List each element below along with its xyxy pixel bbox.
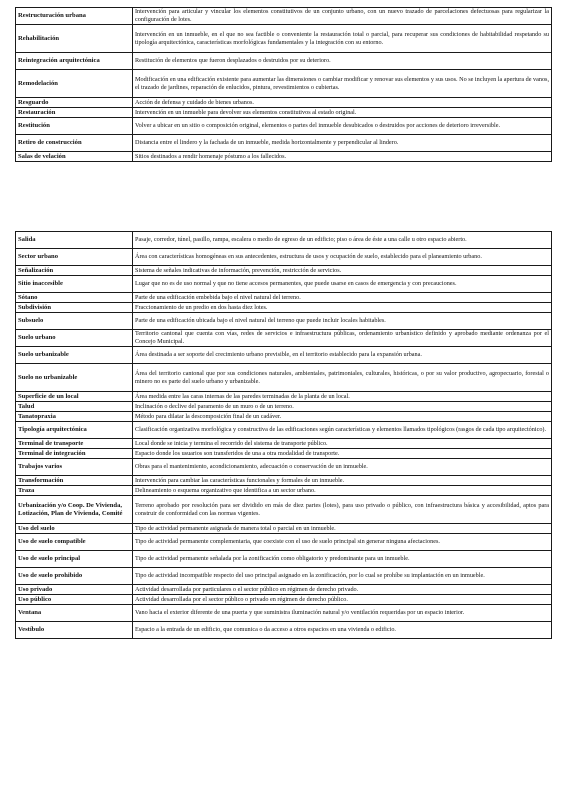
glossary-term: Salas de velación (16, 152, 133, 162)
glossary-definition: Intervención en un inmueble, en el que no sea factible o conveniente la restauración total o parcial, para recuperar sus condiciones de habitabilidad respetando su tipología arquitectónica, características morfológicas fundamentales y la integración con su entorno. (133, 25, 552, 53)
glossary-definition: Sitios destinados a rendir homenaje póstumo a los fallecidos. (133, 152, 552, 162)
glossary-row (16, 585, 552, 595)
glossary-term: Suelo no urbanizable (16, 364, 133, 392)
glossary-definition: Actividad desarrollada por el sector público o privado en régimen de derecho público. (133, 595, 552, 605)
glossary-definition: Intervención para articular y vincular los elementos constitutivos de un conjunto urbano, con un nuevo trazado de parcelaciones defectuosas para regularizar la configuración de lotes. (133, 8, 552, 25)
glossary-row (16, 293, 552, 303)
glossary-term: Resguardo (16, 98, 133, 108)
glossary-definition: Modificación en una edificación existente para aumentar las dimensiones o cambiar modificar y renovar sus elementos y sus usos. No se incluyen la apertura de vanos, el trazado de jardines, reparación de enlucidos, pintura, revestimientos o cubiertas. (133, 70, 552, 98)
glossary-term: Tipología arquitectónica (16, 422, 133, 439)
glossary-term: Suelo urbanizable (16, 347, 133, 364)
glossary-row (16, 249, 552, 266)
glossary-term: Urbanización y/o Coop. De Vivienda, Lotización, Plan de Vivienda, Comité (16, 496, 133, 524)
glossary-row (16, 313, 552, 330)
glossary-term: Trabajos varios (16, 459, 133, 476)
glossary-term: Sector urbano (16, 249, 133, 266)
glossary-term: Vestíbulo (16, 622, 133, 639)
glossary-term: Superficie de un local (16, 392, 133, 402)
glossary-definition: Espacio donde los usuarios son transferidos de una a otra modalidad de transporte. (133, 449, 552, 459)
glossary-definition: Clasificación organizativa morfológica y constructiva de las edificaciones según características y elementos llamados tipológicos (rasgos de cada tipo arquitectónico). (133, 422, 552, 439)
glossary-row (16, 392, 552, 402)
glossary-row (16, 266, 552, 276)
glossary-row (16, 449, 552, 459)
glossary-term: Uso de suelo prohibido (16, 568, 133, 585)
glossary-term: Suelo urbano (16, 330, 133, 347)
glossary-row (16, 496, 552, 524)
glossary-term: Restitución (16, 118, 133, 135)
glossary-term: Subsuelo (16, 313, 133, 330)
glossary-definition: Espacio a la entrada de un edificio, que comunica o da acceso a otros espacios en una vivienda o edificio. (133, 622, 552, 639)
glossary-term: Talud (16, 402, 133, 412)
glossary-row (16, 118, 552, 135)
glossary-term: Uso de suelo compatible (16, 534, 133, 551)
glossary-table-1-body (16, 8, 552, 162)
glossary-term: Tanatopraxia (16, 412, 133, 422)
glossary-row (16, 412, 552, 422)
glossary-definition: Parte de una edificación embebida bajo el nivel natural del terreno. (133, 293, 552, 303)
glossary-row (16, 568, 552, 585)
glossary-table-1 (15, 7, 552, 162)
glossary-term: Sitio inaccesible (16, 276, 133, 293)
glossary-definition: Actividad desarrollada por particulares o el sector público en régimen de derecho privado. (133, 585, 552, 595)
glossary-term: Uso del suelo (16, 524, 133, 534)
glossary-row (16, 524, 552, 534)
glossary-definition: Área destinada a ser soporte del crecimiento urbano previsible, en el territorio establecido para la expansión urbana. (133, 347, 552, 364)
glossary-row (16, 595, 552, 605)
glossary-definition: Área del territorio cantonal que por sus condiciones naturales, ambientales, patrimoniales, culturales, históricas, o por su valor productivo, agropecuario, forestal o minero no es parte del suelo urbano y urbanizable. (133, 364, 552, 392)
glossary-row (16, 330, 552, 347)
glossary-term: Uso de suelo principal (16, 551, 133, 568)
glossary-term: Terminal de transporte (16, 439, 133, 449)
glossary-row (16, 551, 552, 568)
glossary-term: Remodelación (16, 70, 133, 98)
glossary-definition: Inclinación o declive del paramento de un muro o de un terreno. (133, 402, 552, 412)
glossary-term: Traza (16, 486, 133, 496)
glossary-definition: Sistema de señales indicativas de información, prevención, restricción de servicios. (133, 266, 552, 276)
glossary-row (16, 70, 552, 98)
glossary-definition: Intervención para cambiar las características funcionales y formales de un inmueble. (133, 476, 552, 486)
glossary-row (16, 422, 552, 439)
glossary-row (16, 303, 552, 313)
glossary-definition: Parte de una edificación ubicada bajo el nivel natural del terreno que puede incluir locales habitables. (133, 313, 552, 330)
glossary-term: Uso privado (16, 585, 133, 595)
glossary-row (16, 8, 552, 25)
glossary-row (16, 108, 552, 118)
glossary-definition: Fraccionamiento de un predio en dos hasta diez lotes. (133, 303, 552, 313)
glossary-row (16, 232, 552, 249)
glossary-term: Transformación (16, 476, 133, 486)
glossary-row (16, 622, 552, 639)
glossary-term: Reintegración arquitectónica (16, 53, 133, 70)
glossary-row (16, 402, 552, 412)
glossary-definition: Distancia entre el lindero y la fachada de un inmueble, medida horizontalmente y perpendicular al lindero. (133, 135, 552, 152)
glossary-row (16, 364, 552, 392)
glossary-row (16, 347, 552, 364)
glossary-term: Rehabilitación (16, 25, 133, 53)
glossary-row (16, 53, 552, 70)
glossary-row (16, 486, 552, 496)
glossary-term: Subdivisión (16, 303, 133, 313)
glossary-definition: Delineamiento o esquema organizativo que identifica a un sector urbano. (133, 486, 552, 496)
glossary-definition: Volver a ubicar en un sitio o composición original, elementos o partes del inmueble desubicados o destruidos por acciones de deterioro irreversible. (133, 118, 552, 135)
glossary-term: Restauración (16, 108, 133, 118)
glossary-term: Sótano (16, 293, 133, 303)
glossary-table-2 (15, 231, 552, 639)
glossary-definition: Lugar que no es de uso normal y que no tiene accesos permanentes, que puede usarse en casos de emergencia y con precauciones. (133, 276, 552, 293)
glossary-row (16, 152, 552, 162)
glossary-term: Señalización (16, 266, 133, 276)
glossary-definition: Territorio cantonal que cuenta con vías, redes de servicios e infraestructura públicas, ordenamiento urbanístico definido y aprobado mediante ordenanza por el Concejo Municipal. (133, 330, 552, 347)
glossary-term: Terminal de integración (16, 449, 133, 459)
glossary-table-2-body (16, 232, 552, 639)
glossary-definition: Tipo de actividad incompatible respecto del uso principal asignado en la zonificación, por lo cual se prohíbe su implantación en un inmueble. (133, 568, 552, 585)
glossary-row (16, 276, 552, 293)
glossary-row (16, 534, 552, 551)
glossary-definition: Local donde se inicia y termina el recorrido del sistema de transporte público. (133, 439, 552, 449)
glossary-definition: Tipo de actividad permanente señalada por la zonificación como obligatorio y predominante para un inmueble. (133, 551, 552, 568)
glossary-definition: Vano hacia el exterior diferente de una puerta y que suministra iluminación natural y/o ventilación requeridas por un espacio interior. (133, 605, 552, 622)
glossary-row (16, 25, 552, 53)
glossary-term: Uso público (16, 595, 133, 605)
glossary-term: Restructuración urbana (16, 8, 133, 25)
glossary-row (16, 135, 552, 152)
glossary-term: Salida (16, 232, 133, 249)
glossary-definition: Obras para el mantenimiento, acondicionamiento, adecuación o conservación de un inmueble. (133, 459, 552, 476)
glossary-term: Retiro de construcción (16, 135, 133, 152)
glossary-definition: Tipo de actividad permanente complementaria, que coexiste con el uso de suelo principal sin generar ninguna afectaciones. (133, 534, 552, 551)
glossary-row (16, 605, 552, 622)
glossary-row (16, 459, 552, 476)
glossary-definition: Terreno aprobado por resolución para ser dividido en más de diez partes (lotes), para uso privado o público, con infraestructura básica y accesibilidad, aptos para construir de conformidad con las normas vigentes. (133, 496, 552, 524)
glossary-row (16, 476, 552, 486)
glossary-definition: Acción de defensa y cuidado de bienes urbanos. (133, 98, 552, 108)
glossary-definition: Área medida entre las caras internas de las paredes terminadas de la planta de un local. (133, 392, 552, 402)
glossary-definition: Método para dilatar la descomposición final de un cadáver. (133, 412, 552, 422)
glossary-row (16, 439, 552, 449)
glossary-definition: Pasaje, corredor, túnel, pasillo, rampa, escalera o medio de egreso de un edificio; piso o área de éste a una calle u otro espacio abierto. (133, 232, 552, 249)
glossary-term: Ventana (16, 605, 133, 622)
glossary-row (16, 98, 552, 108)
glossary-definition: Intervención en un inmueble para devolver sus elementos constitutivos al estado original. (133, 108, 552, 118)
glossary-definition: Área con características homogéneas en sus antecedentes, estructura de usos y ocupación de suelo, establecido para el planeamiento urbano. (133, 249, 552, 266)
glossary-definition: Tipo de actividad permanente asignada de manera total o parcial en un inmueble. (133, 524, 552, 534)
glossary-definition: Restitución de elementos que fueron desplazados o destruidos por su deterioro. (133, 53, 552, 70)
